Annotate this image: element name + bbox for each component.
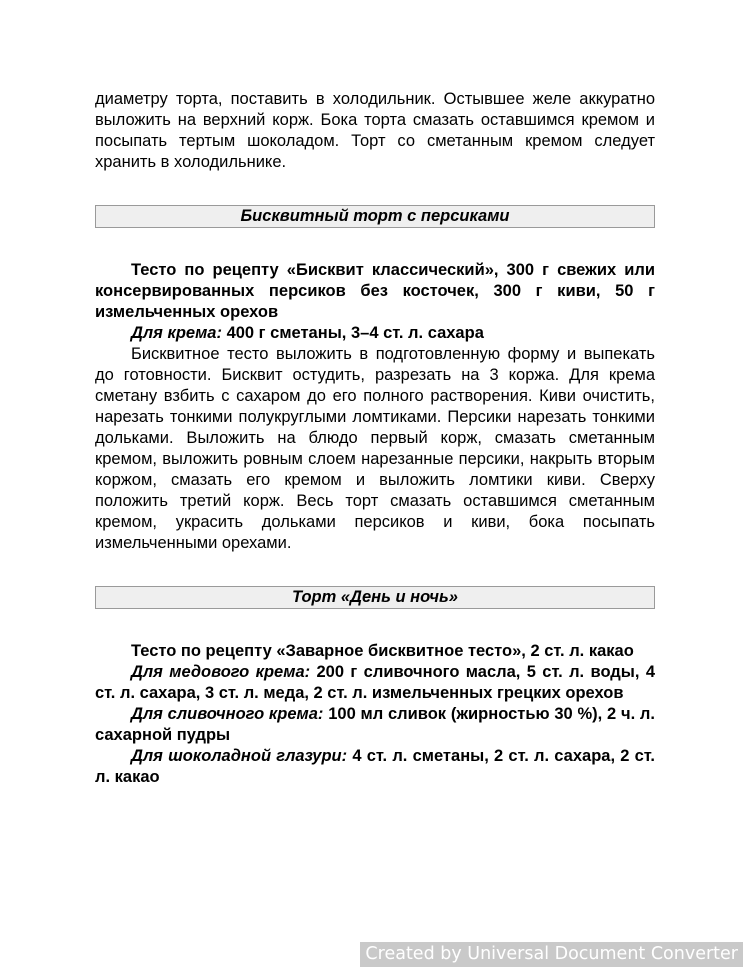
watermark: Created by Universal Document Converter	[360, 942, 743, 967]
glaze-text: 4 ст. л. сметаны, 2 ст. л. сахара, 2 ст. л. какао	[95, 747, 656, 786]
honey-cream-label: Для медового крема:	[131, 663, 311, 681]
honey-cream-paragraph	[95, 662, 655, 704]
glaze-label: Для шоколадной глазури:	[131, 747, 348, 765]
butter-cream-paragraph	[95, 704, 655, 746]
butter-cream-label: Для сливочного крема:	[131, 705, 324, 723]
cream-label: Для крема:	[131, 324, 222, 342]
instructions-paragraph: Бисквитное тесто выложить в подготовленную форму и выпекать до готовности. Бисквит остудить, разрезать на 3 коржа. Для крема сметану взбить с сахаром до его полного растворения. Киви очистить, нарезать тонкими полукруглыми ломтиками. Персики нарезать тонкими дольками. Выложить на блюдо первый корж, смазать сметанным кремом, выложить ровным слоем нарезанные персики, накрыть вторым коржом, смазать его кремом и выложить ломтики киви. Сверху положить третий корж. Весь торт смазать оставшимся сметанным кремом, украсить дольками персиков и киви, бока посыпать измельченными орехами.	[95, 345, 655, 552]
recipe-title: Торт «День и ночь»	[95, 586, 655, 609]
intro-paragraph: диаметру торта, поставить в холодильник. Остывшее желе аккуратно выложить на верхний корж. Бока торта смазать оставшимся кремом и посыпать тертым шоколадом. Торт со сметанным кремом следует хранить в холодильнике.	[95, 90, 655, 171]
cream-paragraph	[95, 323, 655, 344]
cream-text: 400 г сметаны, 3–4 ст. л. сахара	[221, 324, 484, 342]
butter-cream-text: 100 мл сливок (жирностью 30 %), 2 ч. л. сахарной пудры	[95, 705, 655, 744]
recipe-title: Бисквитный торт с персиками	[95, 205, 655, 228]
glaze-paragraph	[95, 746, 655, 788]
ingredients-paragraph: Тесто по рецепту «Бисквит классический», 300 г свежих или консервированных персиков без косточек, 300 г киви, 50 г измельченных орехов	[95, 261, 655, 321]
document-page	[95, 89, 655, 788]
ingredients-paragraph: Тесто по рецепту «Заварное бисквитное тесто», 2 ст. л. какао	[131, 642, 634, 660]
honey-cream-text: 200 г сливочного масла, 5 ст. л. воды, 4 ст. л. сахара, 3 ст. л. меда, 2 ст. л. измельченных грецких орехов	[95, 663, 656, 702]
